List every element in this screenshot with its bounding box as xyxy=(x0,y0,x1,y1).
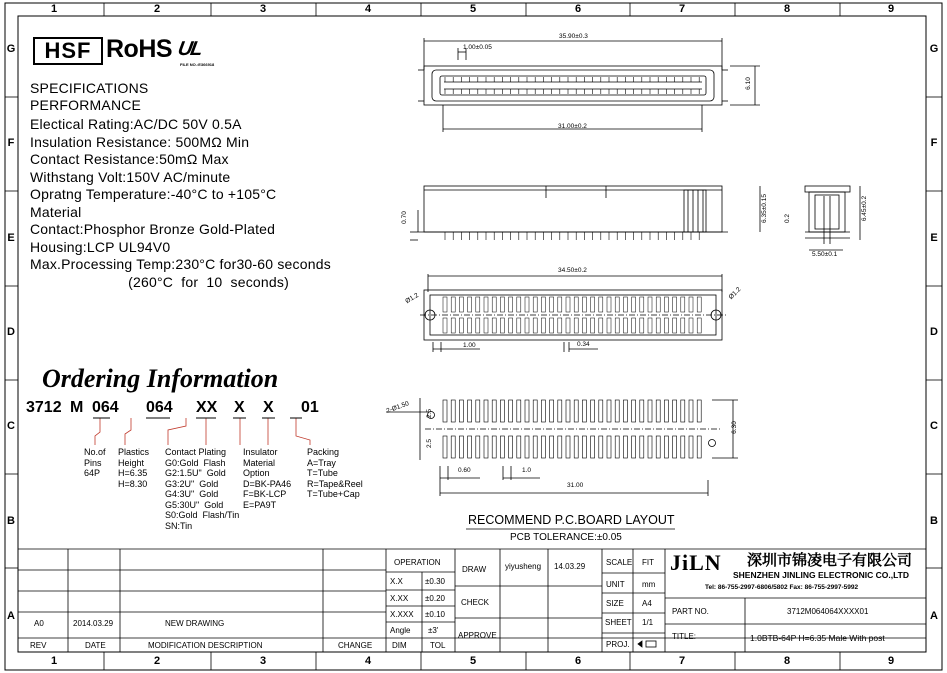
spec-line: Insulation Resistance: 500MΩ Min xyxy=(30,134,250,150)
pcb-pad-upper xyxy=(599,400,603,422)
pcb-pad-lower xyxy=(582,436,586,458)
pcb-pad-lower xyxy=(640,436,644,458)
pcb-pad-upper xyxy=(558,400,562,422)
zone-col-1: 1 xyxy=(50,3,58,15)
bottom-pad-lower xyxy=(615,318,619,333)
pcb-pad-lower xyxy=(632,436,636,458)
bottom-pad-lower xyxy=(623,318,627,333)
bottom-pad-upper xyxy=(533,297,537,312)
bottom-pad-upper xyxy=(525,297,529,312)
tol-header: TOL xyxy=(430,641,446,650)
zone-row-b: B xyxy=(7,515,15,527)
projection-symbol-icon xyxy=(638,641,656,647)
bottom-pad-upper xyxy=(664,297,668,312)
dim-pcb-span: 31.00 xyxy=(567,482,584,489)
bottom-pad-upper xyxy=(656,297,660,312)
dim-post-left: Ø1.2 xyxy=(404,291,420,306)
code-series: 3712 xyxy=(26,399,62,416)
bottom-pad-lower xyxy=(648,318,652,333)
bottom-pad-upper xyxy=(484,297,488,312)
zone-row-a-right: A xyxy=(930,610,938,622)
dim-header: DIM xyxy=(392,641,407,650)
company-name-en: SHENZHEN JINLING ELECTRONIC CO.,LTD xyxy=(733,570,909,580)
drawer-name: yiyusheng xyxy=(505,562,542,571)
company-name-cn: 深圳市锦凌电子有限公司 xyxy=(747,552,913,569)
pcb-pad-upper xyxy=(500,400,504,422)
bottom-pad-lower xyxy=(509,318,513,333)
dim-pcb-width: 6.30 xyxy=(730,421,738,434)
bottom-pad-upper xyxy=(648,297,652,312)
sheet-value: 1/1 xyxy=(642,618,654,627)
rev-value: A0 xyxy=(34,619,44,628)
bottom-pad-lower xyxy=(468,318,472,333)
bottom-pad-lower xyxy=(476,318,480,333)
bottom-pad-upper xyxy=(615,297,619,312)
dim-post-right: Ø1.2 xyxy=(727,286,743,301)
pcb-pad-lower xyxy=(673,436,677,458)
dim-pad-width: 0.60 xyxy=(458,467,471,474)
zone-col-7: 7 xyxy=(678,3,686,15)
pcb-pad-upper xyxy=(566,400,570,422)
unit-label: UNIT xyxy=(606,580,625,589)
bottom-pad-upper xyxy=(500,297,504,312)
ordering-title: Ordering Information xyxy=(42,364,279,393)
pcb-pad-upper xyxy=(689,400,693,422)
bottom-pad-lower xyxy=(656,318,660,333)
size-label: SIZE xyxy=(606,599,624,608)
bottom-pad-upper xyxy=(468,297,472,312)
dim-pcb-row-b: 2.5 xyxy=(426,438,434,449)
spec-line: (260°C for 10 seconds) xyxy=(30,274,289,290)
zone-col-8: 8 xyxy=(783,3,791,15)
spec-line: Withstang Volt:150V AC/minute xyxy=(30,169,231,185)
unit-value: mm xyxy=(642,580,656,589)
pcb-pad-lower xyxy=(607,436,611,458)
zone-row-g: G xyxy=(6,43,16,55)
bottom-pad-upper xyxy=(476,297,480,312)
zone-col-9: 9 xyxy=(887,3,895,15)
dim-bottom-pitch: 1.00 xyxy=(463,342,476,349)
pcb-pad-lower xyxy=(500,436,504,458)
zone-col-8-bottom: 8 xyxy=(783,655,791,667)
zone-col-2-bottom: 2 xyxy=(153,655,161,667)
zone-col-4: 4 xyxy=(364,3,372,15)
hsf-logo: HSF xyxy=(33,37,103,65)
draw-date: 14.03.29 xyxy=(554,562,586,571)
bottom-pad-lower xyxy=(541,318,545,333)
date-header: DATE xyxy=(85,641,106,650)
dim-pcb-holes: 2-Ø1.50 xyxy=(385,400,410,415)
dim-end-height: 6.45±0.2 xyxy=(861,195,869,222)
tol-dim-1: X.X xyxy=(390,577,403,586)
tol-dim-2: X.XX xyxy=(390,594,409,603)
top-view-drawing xyxy=(418,38,760,132)
spec-line: Opratng Temperature:-40°C to +105°C xyxy=(30,186,277,202)
spec-line: SPECIFICATIONS xyxy=(30,80,149,96)
zone-col-9-bottom: 9 xyxy=(887,655,895,667)
zone-row-e-right: E xyxy=(930,232,938,244)
end-view-drawing xyxy=(805,186,860,250)
pcb-pad-lower xyxy=(443,436,447,458)
spec-line: PERFORMANCE xyxy=(30,97,142,113)
bottom-pad-lower xyxy=(550,318,554,333)
bottom-pad-lower xyxy=(558,318,562,333)
pcb-pad-lower xyxy=(599,436,603,458)
description-header: MODIFICATION DESCRIPTION xyxy=(148,641,263,650)
rohs-logo: RoHS xyxy=(106,35,173,63)
spec-line: Material xyxy=(30,204,82,220)
bottom-pad-lower xyxy=(607,318,611,333)
dim-width: 6.10 xyxy=(744,77,752,90)
pcb-pad-upper xyxy=(443,400,447,422)
pcb-pad-upper xyxy=(451,400,455,422)
bottom-pad-upper xyxy=(550,297,554,312)
projection-label: PROJ. xyxy=(606,640,630,649)
dim-end-width: 5.50±0.1 xyxy=(812,251,838,258)
ordering-packing-label: Packing A=Tray T=Tube R=Tape&Reel T=Tube+Cap xyxy=(307,447,363,499)
zone-col-6-bottom: 6 xyxy=(574,655,582,667)
pcb-pad-upper xyxy=(509,400,513,422)
bottom-pad-lower xyxy=(591,318,595,333)
pcb-pad-lower xyxy=(664,436,668,458)
tol-value-3: ±0.10 xyxy=(425,610,445,619)
ordering-height-label: Plastics Height H=6.35 H=8.30 xyxy=(118,447,150,489)
zone-col-2: 2 xyxy=(153,3,161,15)
pcb-pad-upper xyxy=(664,400,668,422)
bottom-pad-lower xyxy=(689,318,693,333)
pcb-pad-lower xyxy=(468,436,472,458)
code-suffix: 01 xyxy=(301,399,319,416)
zone-row-d-right: D xyxy=(930,326,938,338)
zone-row-c: C xyxy=(7,420,15,432)
company-contact: Tel: 86-755-2997-6806/5802 Fax: 86-755-2997-5992 xyxy=(705,584,859,591)
pcb-pad-lower xyxy=(517,436,521,458)
spec-line: Contact:Phosphor Bronze Gold-Plated xyxy=(30,221,276,237)
pcb-pad-lower xyxy=(451,436,455,458)
change-header: CHANGE xyxy=(338,641,373,650)
tol-dim-4: Angle xyxy=(390,626,411,635)
bottom-pad-upper xyxy=(566,297,570,312)
bottom-pad-upper xyxy=(509,297,513,312)
code-plating: XX xyxy=(196,399,218,416)
zone-col-4-bottom: 4 xyxy=(364,655,372,667)
size-value: A4 xyxy=(642,599,652,608)
pcb-pad-upper xyxy=(656,400,660,422)
zone-col-7-bottom: 7 xyxy=(678,655,686,667)
drawing-title: 1.0BTB-64P H=6.35 Male With post xyxy=(750,633,885,643)
pcb-pad-upper xyxy=(541,400,545,422)
pcb-pad-lower xyxy=(459,436,463,458)
bottom-pad-upper xyxy=(517,297,521,312)
bottom-pad-lower xyxy=(443,318,447,333)
date-value: 2014.03.29 xyxy=(73,619,114,628)
spec-line: Contact Resistance:50mΩ Max xyxy=(30,151,229,167)
pcb-pad-upper xyxy=(591,400,595,422)
bottom-pad-upper xyxy=(607,297,611,312)
spec-line: Electical Rating:AC/DC 50V 0.5A xyxy=(30,116,242,132)
rev-header: REV xyxy=(30,641,47,650)
pcb-pad-lower xyxy=(541,436,545,458)
pcb-pad-upper xyxy=(615,400,619,422)
pcb-pad-lower xyxy=(566,436,570,458)
dim-pitch: 1.00±0.05 xyxy=(463,44,492,51)
pcb-pad-upper xyxy=(459,400,463,422)
ordering-insulator-label: Insulator Material Option D=BK-PA46 F=BK-LCP E=PA9T xyxy=(243,447,292,510)
zone-col-5: 5 xyxy=(469,3,477,15)
pcb-pad-lower xyxy=(558,436,562,458)
pcb-pad-upper xyxy=(640,400,644,422)
code-height: 064 xyxy=(146,399,173,416)
zone-row-c-right: C xyxy=(930,420,938,432)
ordering-pins-label: No.of Pins 64P xyxy=(84,447,106,478)
pcb-pad-lower xyxy=(697,436,701,458)
scale-value: FIT xyxy=(642,558,654,567)
scale-label: SCALE xyxy=(606,558,633,567)
bottom-pad-lower xyxy=(451,318,455,333)
tol-value-2: ±0.20 xyxy=(425,594,445,603)
pcb-pad-lower xyxy=(525,436,529,458)
zone-row-f-right: F xyxy=(930,137,938,149)
draw-label: DRAW xyxy=(462,565,487,574)
part-number-label: PART NO. xyxy=(672,607,709,616)
bottom-view-drawing xyxy=(420,274,726,352)
tol-dim-3: X.XXX xyxy=(390,610,414,619)
title-label: TITLE: xyxy=(672,632,697,641)
bottom-pad-lower xyxy=(673,318,677,333)
pcb-pad-lower xyxy=(623,436,627,458)
pcb-pad-upper xyxy=(623,400,627,422)
description-value: NEW DRAWING xyxy=(165,619,225,628)
bottom-pad-lower xyxy=(517,318,521,333)
pcb-pad-upper xyxy=(582,400,586,422)
zone-row-g-right: G xyxy=(929,43,939,55)
zone-row-d: D xyxy=(7,326,15,338)
bottom-pad-lower xyxy=(500,318,504,333)
bottom-pad-upper xyxy=(492,297,496,312)
bottom-pad-lower xyxy=(697,318,701,333)
bottom-pad-lower xyxy=(492,318,496,333)
pcb-pad-upper xyxy=(681,400,685,422)
bottom-pad-lower xyxy=(582,318,586,333)
spec-line: Max.Processing Temp:230°C for30-60 seconds xyxy=(30,256,331,272)
bottom-pad-upper xyxy=(591,297,595,312)
pcb-pad-upper xyxy=(648,400,652,422)
pcb-pad-lower xyxy=(509,436,513,458)
pcb-pad-lower xyxy=(648,436,652,458)
code-pins: 064 xyxy=(92,399,119,416)
pcb-pad-upper xyxy=(550,400,554,422)
pcb-pad-lower xyxy=(550,436,554,458)
ul-logo: UL xyxy=(176,38,203,60)
bottom-pad-lower xyxy=(525,318,529,333)
tol-value-4: ±3' xyxy=(428,626,439,635)
bottom-pad-lower xyxy=(599,318,603,333)
bottom-pad-lower xyxy=(632,318,636,333)
bottom-pad-upper xyxy=(697,297,701,312)
pcb-pad-upper xyxy=(517,400,521,422)
operation-header: OPERATION xyxy=(394,558,441,567)
zone-row-e: E xyxy=(7,232,15,244)
part-number-value: 3712M064064XXXX01 xyxy=(787,607,869,616)
zone-row-a: A xyxy=(7,610,15,622)
bottom-pad-upper xyxy=(574,297,578,312)
code-insulator: X xyxy=(234,399,245,416)
pcb-pad-upper xyxy=(468,400,472,422)
bottom-pad-lower xyxy=(681,318,685,333)
bottom-pad-lower xyxy=(459,318,463,333)
bottom-pad-upper xyxy=(681,297,685,312)
pcb-pad-lower xyxy=(492,436,496,458)
spec-line: Housing:LCP UL94V0 xyxy=(30,239,171,255)
dim-standoff: 0.70 xyxy=(400,211,408,224)
dim-bottom-length: 34.50±0.2 xyxy=(558,267,587,274)
zone-row-b-right: B xyxy=(930,515,938,527)
pcb-pad-lower xyxy=(591,436,595,458)
bottom-pad-upper xyxy=(541,297,545,312)
ordering-leaders xyxy=(95,418,310,445)
pcb-pad-lower xyxy=(656,436,660,458)
dim-end-small: 0.2 xyxy=(784,213,792,224)
pcb-pad-lower xyxy=(533,436,537,458)
pcb-pad-upper xyxy=(673,400,677,422)
zone-row-f: F xyxy=(7,137,15,149)
bottom-pad-upper xyxy=(673,297,677,312)
pcb-layout-title: RECOMMEND P.C.BOARD LAYOUT xyxy=(468,513,675,527)
pcb-pad-upper xyxy=(525,400,529,422)
bottom-pad-upper xyxy=(451,297,455,312)
dim-overall-length: 35.90±0.3 xyxy=(559,33,588,40)
bottom-pad-upper xyxy=(582,297,586,312)
zone-col-3-bottom: 3 xyxy=(259,655,267,667)
bottom-pad-lower xyxy=(640,318,644,333)
bottom-pad-upper xyxy=(443,297,447,312)
zone-col-6: 6 xyxy=(574,3,582,15)
bottom-pad-upper xyxy=(640,297,644,312)
pcb-pad-lower xyxy=(476,436,480,458)
pcb-pad-upper xyxy=(574,400,578,422)
pcb-pad-upper xyxy=(697,400,701,422)
bottom-pad-lower xyxy=(484,318,488,333)
zone-col-1-bottom: 1 xyxy=(50,655,58,667)
pcb-pad-upper xyxy=(476,400,480,422)
bottom-pad-upper xyxy=(689,297,693,312)
bottom-pad-lower xyxy=(533,318,537,333)
pcb-pad-lower xyxy=(689,436,693,458)
ordering-plating-label: Contact Plating G0:Gold Flash G2:1.5U" Gold G3:2U" Gold G4:3U" Gold G5:30U" Gold S0:Gold Flash/Tin SN:Tin xyxy=(165,447,240,531)
dim-height: 6.35±0.15 xyxy=(760,194,768,223)
pcb-pad-upper xyxy=(533,400,537,422)
code-packing: X xyxy=(263,399,274,416)
code-gender: M xyxy=(70,399,84,416)
zone-col-3: 3 xyxy=(259,3,267,15)
bottom-pad-upper xyxy=(632,297,636,312)
bottom-pad-upper xyxy=(459,297,463,312)
pcb-pad-upper xyxy=(484,400,488,422)
ul-file-number: FILE NO.:E366918 xyxy=(180,62,215,67)
pcb-pad-upper xyxy=(492,400,496,422)
pcb-pad-lower xyxy=(484,436,488,458)
sheet-label: SHEET xyxy=(605,618,632,627)
bottom-pad-upper xyxy=(558,297,562,312)
side-view-drawing xyxy=(410,186,760,240)
zone-col-5-bottom: 5 xyxy=(469,655,477,667)
pcb-pad-lower xyxy=(615,436,619,458)
dim-pin-span: 31.00±0.2 xyxy=(558,123,587,130)
bottom-pad-lower xyxy=(664,318,668,333)
pcb-pad-upper xyxy=(607,400,611,422)
pcb-pad-lower xyxy=(574,436,578,458)
pcb-pad-upper xyxy=(632,400,636,422)
dim-pcb-row-a: 2.5 xyxy=(426,408,434,419)
approve-label: APPROVE xyxy=(458,631,497,640)
bottom-pad-lower xyxy=(574,318,578,333)
bottom-pad-lower xyxy=(566,318,570,333)
dim-pin-width: 0.34 xyxy=(577,341,590,348)
pcb-tolerance: PCB TOLERANCE:±0.05 xyxy=(510,532,622,543)
tol-value-1: ±0.30 xyxy=(425,577,445,586)
dim-pad-pitch: 1.0 xyxy=(522,467,532,474)
company-brand-logo: JiLN xyxy=(670,550,722,575)
pcb-pad-lower xyxy=(681,436,685,458)
check-label: CHECK xyxy=(461,598,490,607)
bottom-pad-upper xyxy=(599,297,603,312)
bottom-pad-upper xyxy=(623,297,627,312)
